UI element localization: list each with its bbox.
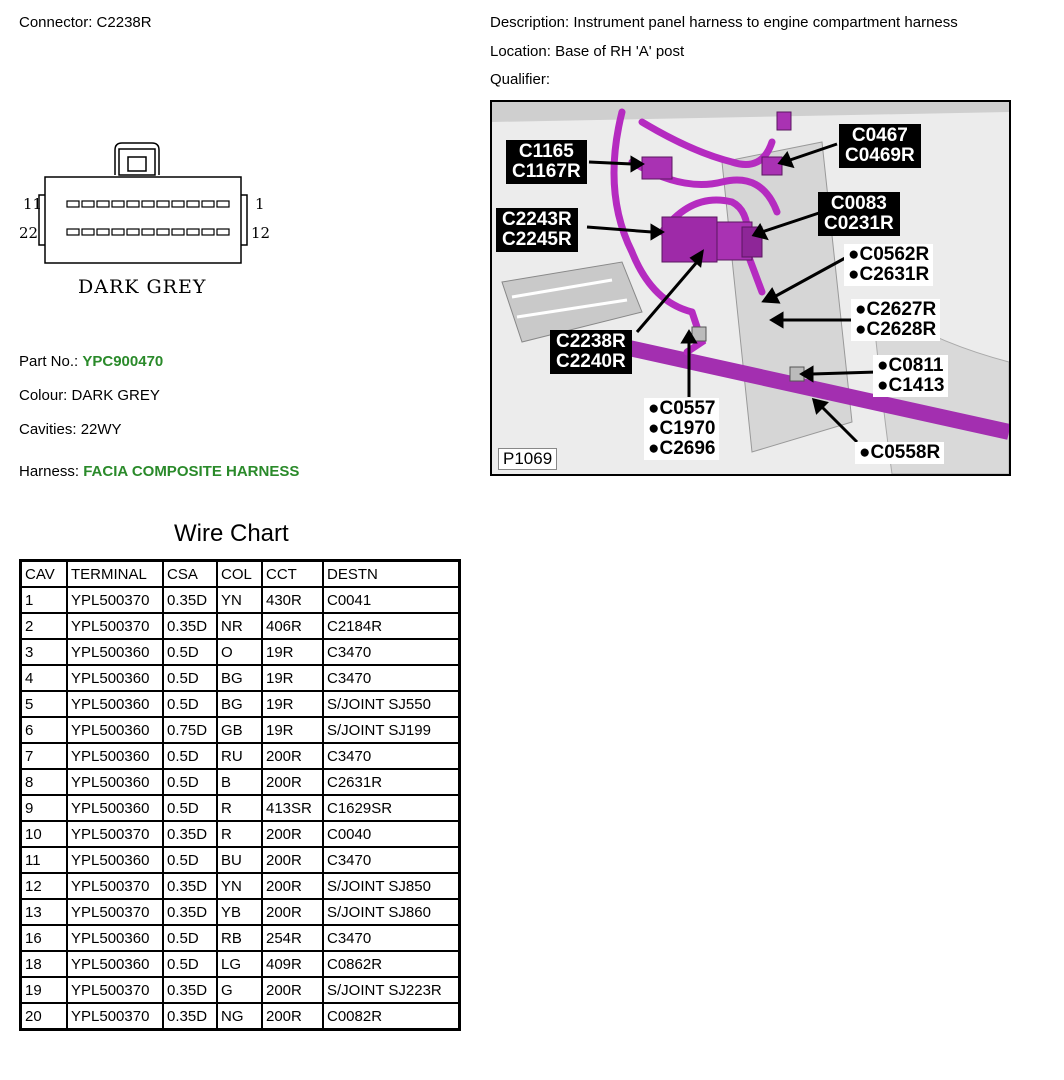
cell-cct: 200R <box>262 873 323 899</box>
callout-c0083-line1: C0083 <box>830 193 887 214</box>
cell-csa: 0.35D <box>163 613 217 639</box>
cell-col: B <box>217 769 262 795</box>
cell-cct: 409R <box>262 951 323 977</box>
cell-cav: 2 <box>21 613 68 639</box>
header-cav: CAV <box>21 561 68 588</box>
table-row <box>21 639 460 665</box>
cell-csa: 0.35D <box>163 873 217 899</box>
cell-cct: 19R <box>262 665 323 691</box>
cell-cav: 18 <box>21 951 68 977</box>
cell-csa: 0.5D <box>163 795 217 821</box>
cell-cav: 6 <box>21 717 68 743</box>
callout-c0557-line2: ●C1970 <box>648 418 716 439</box>
cell-csa: 0.35D <box>163 899 217 925</box>
wire-chart-title: Wire Chart <box>174 520 289 547</box>
cell-csa: 0.5D <box>163 925 217 951</box>
cell-destn: S/JOINT SJ223R <box>323 977 460 1003</box>
callout-c0811-line1: ●C0811 <box>877 355 944 376</box>
cell-col: R <box>217 821 262 847</box>
cell-destn: C3470 <box>323 743 460 769</box>
table-row <box>21 769 460 795</box>
cell-col: NG <box>217 1003 262 1030</box>
callout-c2238r <box>550 330 632 374</box>
table-row <box>21 925 460 951</box>
pin-label-22: 22 <box>19 224 39 242</box>
header-col: COL <box>217 561 262 588</box>
cell-cct: 430R <box>262 587 323 613</box>
cell-csa: 0.5D <box>163 639 217 665</box>
cell-destn: C0082R <box>323 1003 460 1030</box>
location-photo <box>490 100 1011 476</box>
pin-label-12: 12 <box>251 224 271 242</box>
cell-destn: S/JOINT SJ199 <box>323 717 460 743</box>
cell-cct: 413SR <box>262 795 323 821</box>
cell-cav: 3 <box>21 639 68 665</box>
cell-terminal: YPL500360 <box>67 847 163 873</box>
callout-c1165-line2: C1167R <box>512 161 581 182</box>
cell-cct: 254R <box>262 925 323 951</box>
cell-col: YN <box>217 587 262 613</box>
cell-col: BU <box>217 847 262 873</box>
cell-terminal: YPL500360 <box>67 769 163 795</box>
cell-terminal: YPL500370 <box>67 821 163 847</box>
callout-c0467-line2: C0469R <box>845 145 915 166</box>
cell-destn: C0862R <box>323 951 460 977</box>
table-row <box>21 795 460 821</box>
cell-csa: 0.5D <box>163 847 217 873</box>
location-value: Base of RH 'A' post <box>555 43 685 60</box>
cell-cct: 200R <box>262 1003 323 1030</box>
callout-c2238r-line2: C2240R <box>556 351 626 372</box>
cell-cct: 200R <box>262 769 323 795</box>
cell-cct: 406R <box>262 613 323 639</box>
cell-cav: 10 <box>21 821 68 847</box>
cell-cav: 7 <box>21 743 68 769</box>
colour-value: DARK GREY <box>71 387 160 404</box>
cell-col: NR <box>217 613 262 639</box>
callout-c0562r <box>844 244 933 286</box>
table-row <box>21 743 460 769</box>
cell-csa: 0.75D <box>163 717 217 743</box>
callout-c0562r-line1: ●C0562R <box>848 244 930 265</box>
part-no-value: YPC900470 <box>82 353 164 370</box>
cell-destn: C3470 <box>323 665 460 691</box>
callout-c0083 <box>818 192 900 236</box>
cell-destn: C0040 <box>323 821 460 847</box>
table-row <box>21 899 460 925</box>
cell-destn: C0041 <box>323 587 460 613</box>
cell-terminal: YPL500360 <box>67 795 163 821</box>
photo-code: P1069 <box>498 448 557 470</box>
cell-cct: 200R <box>262 821 323 847</box>
table-row <box>21 717 460 743</box>
harness-value: FACIA COMPOSITE HARNESS <box>83 463 300 480</box>
table-row <box>21 847 460 873</box>
cell-csa: 0.35D <box>163 821 217 847</box>
callout-c0467-line1: C0467 <box>851 125 908 146</box>
cell-csa: 0.35D <box>163 977 217 1003</box>
callout-c2238r-line1: C2238R <box>556 331 626 352</box>
cell-terminal: YPL500360 <box>67 691 163 717</box>
cell-cct: 200R <box>262 743 323 769</box>
cell-terminal: YPL500360 <box>67 665 163 691</box>
colour-label: Colour: <box>19 387 68 404</box>
cell-cav: 16 <box>21 925 68 951</box>
callout-c0811-line2: ●C1413 <box>877 375 945 396</box>
connector-face-diagram <box>15 135 285 305</box>
cell-csa: 0.5D <box>163 951 217 977</box>
harness-line <box>19 463 299 480</box>
cell-cct: 200R <box>262 899 323 925</box>
cell-terminal: YPL500370 <box>67 899 163 925</box>
table-row <box>21 873 460 899</box>
header-terminal: TERMINAL <box>67 561 163 588</box>
location-label: Location: <box>490 43 551 60</box>
cell-destn: S/JOINT SJ550 <box>323 691 460 717</box>
callout-c0811 <box>873 355 948 397</box>
pin-label-11: 11 <box>23 195 43 213</box>
table-row <box>21 665 460 691</box>
table-row <box>21 977 460 1003</box>
cell-terminal: YPL500360 <box>67 925 163 951</box>
cell-csa: 0.5D <box>163 743 217 769</box>
cell-csa: 0.5D <box>163 691 217 717</box>
diagram-colour-caption: DARK GREY <box>78 276 207 298</box>
cavities-value: 22WY <box>80 421 122 438</box>
cell-cct: 200R <box>262 847 323 873</box>
table-row <box>21 821 460 847</box>
description-label: Description: <box>490 14 570 31</box>
callout-c1165 <box>506 140 587 184</box>
callout-c0467 <box>839 124 921 168</box>
cell-destn: C2184R <box>323 613 460 639</box>
cell-cav: 12 <box>21 873 68 899</box>
cavities-line <box>19 421 122 438</box>
location-line <box>490 43 684 60</box>
colour-line <box>19 387 160 404</box>
cell-cav: 5 <box>21 691 68 717</box>
cell-terminal: YPL500360 <box>67 951 163 977</box>
qualifier-line <box>490 71 550 88</box>
callout-c0557-line3: ●C2696 <box>648 438 716 459</box>
cell-col: O <box>217 639 262 665</box>
cell-col: R <box>217 795 262 821</box>
header-destn: DESTN <box>323 561 460 588</box>
cell-col: GB <box>217 717 262 743</box>
cell-cav: 13 <box>21 899 68 925</box>
cell-destn: C1629SR <box>323 795 460 821</box>
cell-terminal: YPL500360 <box>67 743 163 769</box>
cell-col: RU <box>217 743 262 769</box>
cell-cav: 1 <box>21 587 68 613</box>
cell-cav: 9 <box>21 795 68 821</box>
cell-terminal: YPL500370 <box>67 613 163 639</box>
cell-cct: 19R <box>262 717 323 743</box>
cell-col: YB <box>217 899 262 925</box>
harness-label: Harness: <box>19 463 80 480</box>
cell-col: G <box>217 977 262 1003</box>
cell-terminal: YPL500360 <box>67 717 163 743</box>
description-value: Instrument panel harness to engine compartment harness <box>573 14 958 31</box>
cell-destn: C2631R <box>323 769 460 795</box>
pin-label-1: 1 <box>255 195 265 213</box>
callout-c2627r-line1: ●C2627R <box>855 299 937 320</box>
table-row <box>21 691 460 717</box>
part-no-label: Part No.: <box>19 353 79 370</box>
cavities-label: Cavities: <box>19 421 77 438</box>
cell-terminal: YPL500370 <box>67 873 163 899</box>
cell-col: BG <box>217 665 262 691</box>
cell-destn: S/JOINT SJ860 <box>323 899 460 925</box>
cell-cav: 4 <box>21 665 68 691</box>
table-row <box>21 613 460 639</box>
description-line <box>490 14 958 31</box>
callout-c1165-line1: C1165 <box>518 141 574 162</box>
cell-csa: 0.35D <box>163 1003 217 1030</box>
callout-c2627r <box>851 299 940 341</box>
cell-cav: 20 <box>21 1003 68 1030</box>
header-cct: CCT <box>262 561 323 588</box>
callout-c0558r-line1: ●C0558R <box>859 442 941 463</box>
callout-c2627r-line2: ●C2628R <box>855 319 937 340</box>
table-header-row <box>21 561 460 588</box>
cell-terminal: YPL500360 <box>67 639 163 665</box>
callout-c0083-line2: C0231R <box>824 213 894 234</box>
cell-cav: 11 <box>21 847 68 873</box>
cell-cct: 200R <box>262 977 323 1003</box>
callout-c0557 <box>644 398 719 460</box>
table-row <box>21 951 460 977</box>
callout-c2243r <box>496 208 578 252</box>
cell-csa: 0.35D <box>163 587 217 613</box>
cell-col: RB <box>217 925 262 951</box>
callout-c0558r <box>855 442 944 464</box>
cell-csa: 0.5D <box>163 769 217 795</box>
callout-c0562r-line2: ●C2631R <box>848 264 930 285</box>
cell-destn: C3470 <box>323 925 460 951</box>
cell-destn: C3470 <box>323 847 460 873</box>
header-csa: CSA <box>163 561 217 588</box>
cell-col: YN <box>217 873 262 899</box>
callout-c2243r-line2: C2245R <box>502 229 572 250</box>
part-no-line <box>19 353 163 370</box>
table-row <box>21 1003 460 1030</box>
callout-c2243r-line1: C2243R <box>502 209 572 230</box>
wire-chart-table <box>19 559 461 1031</box>
cell-cav: 8 <box>21 769 68 795</box>
cell-cct: 19R <box>262 639 323 665</box>
cell-col: LG <box>217 951 262 977</box>
connector-line <box>19 14 152 31</box>
cell-terminal: YPL500370 <box>67 587 163 613</box>
qualifier-label: Qualifier: <box>490 71 551 88</box>
cell-cct: 19R <box>262 691 323 717</box>
cell-terminal: YPL500370 <box>67 977 163 1003</box>
wire-chart-body <box>21 587 460 1030</box>
connector-label: Connector: <box>19 14 93 31</box>
connector-value: C2238R <box>96 14 152 31</box>
callout-c0557-line1: ●C0557 <box>648 398 716 419</box>
cell-col: BG <box>217 691 262 717</box>
cell-destn: S/JOINT SJ850 <box>323 873 460 899</box>
cell-destn: C3470 <box>323 639 460 665</box>
cell-terminal: YPL500370 <box>67 1003 163 1030</box>
cell-cav: 19 <box>21 977 68 1003</box>
cell-csa: 0.5D <box>163 665 217 691</box>
table-row <box>21 587 460 613</box>
